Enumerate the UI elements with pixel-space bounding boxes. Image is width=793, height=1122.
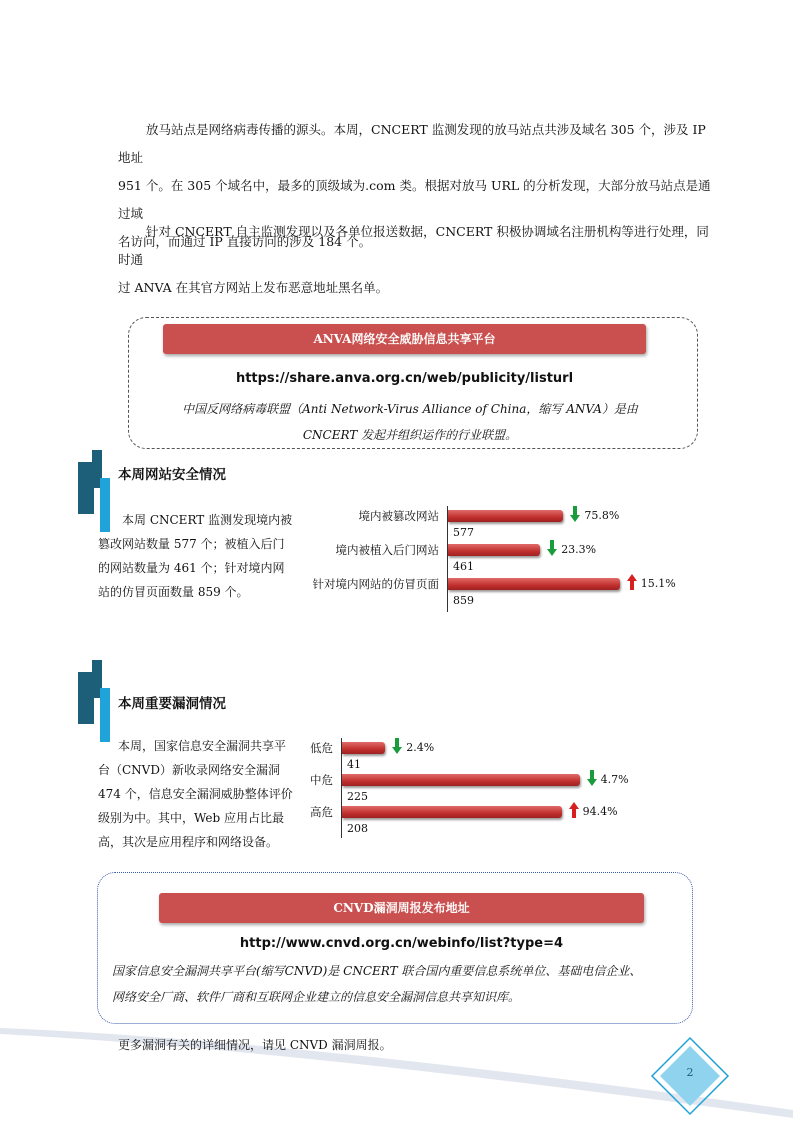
chart-2-category-label: 低危: [310, 741, 333, 755]
chart-2-value-label: 41: [347, 758, 361, 771]
chart-1-bar: [448, 578, 620, 590]
anva-url-link[interactable]: https://share.anva.org.cn/web/publicity/listurl: [235, 371, 574, 386]
page-number: 2: [686, 1066, 694, 1079]
website-text-line-4: 站的仿冒页面数量 859 个。: [98, 585, 249, 599]
vuln-text-line-3: 474 个，信息安全漏洞威胁整体评价: [98, 787, 293, 801]
website-text-line-1: 本周 CNCERT 监测发现境内被: [122, 513, 293, 527]
chart-2-value-label: 208: [347, 822, 368, 835]
down-arrow-icon: [392, 738, 402, 754]
chart-1-category-label: 境内被篡改网站: [358, 509, 439, 523]
intro-p2-line-1: 针对 CNCERT 自主监测发现以及各单位报送数据，CNCERT 积极协调域名注册机构等进行处理，同时通: [118, 224, 709, 267]
chart-2-category-label: 中危: [310, 773, 333, 787]
cnvd-desc-line-2: 网络安全厂商、软件厂商和互联网企业建立的信息安全漏洞信息共享知识库。: [112, 990, 521, 1004]
anva-desc-line-2: CNCERT 发起并组织运作的行业联盟。: [302, 428, 518, 442]
vuln-text-line-1: 本周，国家信息安全漏洞共享平: [118, 739, 287, 753]
chart-2-value-label: 225: [347, 790, 368, 803]
intro-p1-line-3: 名访问，而通过 IP 直接访问的涉及 184 个。: [118, 234, 372, 249]
chart-1-category-label: 针对境内网站的仿冒页面: [312, 577, 439, 591]
chart-1-bar: [448, 544, 540, 556]
anva-desc-line-1: 中国反网络病毒联盟（Anti Network-Virus Alliance of China，缩写 ANVA）是由: [182, 402, 638, 416]
chart-1-value-label: 461: [453, 560, 474, 573]
chart-2-change-label: 94.4%: [582, 805, 618, 818]
chart-2-change-label: 4.7%: [600, 773, 629, 786]
chart-1-category-label: 境内被植入后门网站: [335, 543, 439, 557]
down-arrow-icon: [587, 770, 597, 786]
vuln-text-line-4: 级别为中。其中，Web 应用占比最: [98, 811, 284, 825]
vuln-text-line-5: 高，其次是应用程序和网络设备。: [98, 835, 279, 849]
chart-1-change-label: 15.1%: [640, 577, 676, 590]
intro-p1-line-2: 951 个。在 305 个域名中，最多的顶级域为.com 类。根据对放马 URL 的分析发现，大部分放马站点是通过域: [118, 178, 711, 221]
down-arrow-icon: [570, 506, 580, 522]
up-arrow-icon: [627, 574, 637, 590]
website-text-line-2: 篡改网站数量 577 个；被植入后门: [98, 537, 285, 551]
down-arrow-icon: [547, 540, 557, 556]
chart-1-bar: [448, 510, 563, 522]
cnvd-desc-line-1: 国家信息安全漏洞共享平台(缩写CNVD)是 CNCERT 联合国内重要信息系统单位、基础电信企业、: [112, 964, 642, 978]
vuln-section-title: 本周重要漏洞情况: [118, 696, 226, 712]
intro-p1-line-1: 放马站点是网络病毒传播的源头。本周，CNCERT 监测发现的放马站点共涉及域名 305 个，涉及 IP 地址: [118, 122, 706, 165]
intro-p2-line-2: 过 ANVA 在其官方网站上发布恶意地址黑名单。: [118, 280, 389, 295]
chart-2-category-label: 高危: [310, 805, 333, 819]
vulnerability-chart: [300, 736, 640, 846]
section-accent-icon-2: [78, 660, 112, 744]
intro-paragraph-2: [118, 218, 718, 302]
vuln-text-line-2: 台（CNVD）新收录网络安全漏洞: [98, 763, 280, 777]
chart-2-bar: [342, 742, 385, 754]
cnvd-banner: CNVD漏洞周报发布地址: [159, 893, 644, 923]
website-section-title: 本周网站安全情况: [118, 467, 226, 483]
chart-1-change-label: 23.3%: [561, 543, 597, 556]
chart-2-bar: [342, 806, 562, 818]
chart-2-change-label: 2.4%: [406, 741, 435, 754]
chart-1-value-label: 577: [453, 526, 474, 539]
website-text-line-3: 的网站数量为 461 个；针对境内网: [98, 561, 285, 575]
anva-banner: ANVA网络安全威胁信息共享平台: [163, 324, 646, 354]
website-section-text: [98, 508, 294, 604]
cnvd-url-link[interactable]: http://www.cnvd.org.cn/webinfo/list?type=4: [239, 936, 564, 951]
chart-1-value-label: 859: [453, 594, 474, 607]
vuln-section-text: [98, 734, 294, 854]
footer-text: 更多漏洞有关的详细情况，请见 CNVD 漏洞周报。: [118, 1038, 392, 1052]
chart-2-bar: [342, 774, 580, 786]
website-security-chart: [300, 500, 700, 620]
up-arrow-icon: [569, 802, 579, 818]
chart-1-change-label: 75.8%: [584, 509, 620, 522]
